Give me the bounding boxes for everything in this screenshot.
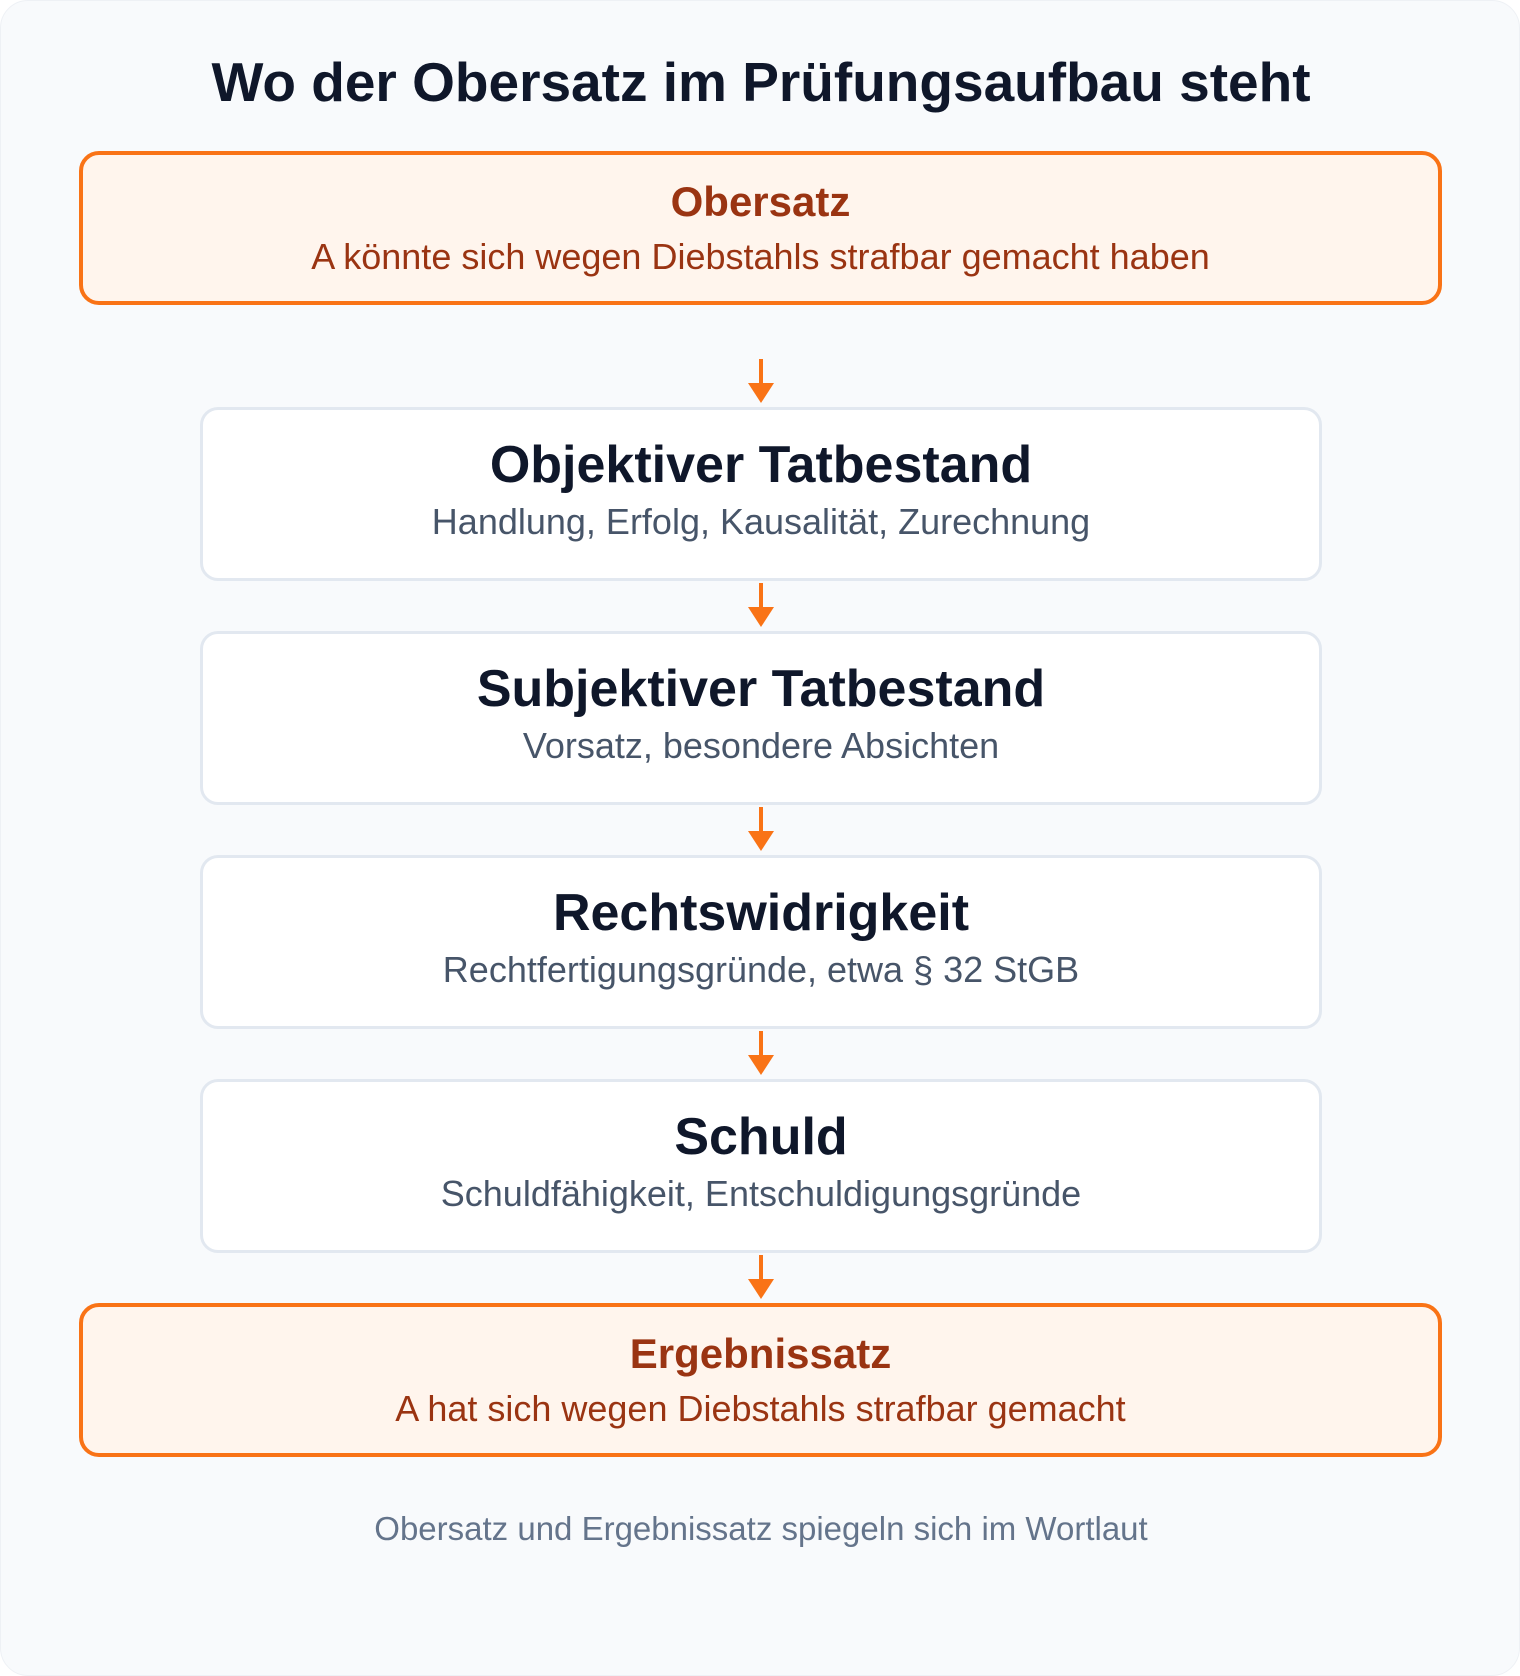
arrow-down-icon — [747, 807, 775, 853]
step-heading: Schuld — [674, 1108, 848, 1166]
obersatz-text: A könnte sich wegen Diebstahls strafbar gemacht haben — [311, 236, 1210, 277]
step-heading: Rechtswidrigkeit — [552, 884, 970, 942]
step-heading: Subjektiver Tatbestand — [476, 660, 1046, 718]
arrow-down-icon — [747, 583, 775, 629]
ergebnissatz-heading: Ergebnissatz — [629, 1330, 892, 1377]
obersatz-heading: Obersatz — [670, 178, 851, 225]
obersatz-box — [79, 151, 1442, 305]
arrow-down-icon — [747, 1031, 775, 1077]
step-rechtswidrigkeit — [200, 855, 1322, 1029]
step-heading: Objektiver Tatbestand — [489, 436, 1033, 494]
step-text: Rechtfertigungsgründe, etwa § 32 StGB — [442, 949, 1080, 990]
step-text: Handlung, Erfolg, Kausalität, Zurechnung — [431, 501, 1091, 542]
step-text: Vorsatz, besondere Absichten — [522, 725, 1000, 766]
footnote: Obersatz und Ergebnissatz spiegeln sich im Wortlaut — [374, 1510, 1148, 1547]
step-schuld — [200, 1079, 1322, 1253]
step-objektiver-tatbestand — [200, 407, 1322, 581]
arrow-down-icon — [747, 359, 775, 405]
ergebnissatz-box — [79, 1303, 1442, 1457]
arrow-down-icon — [747, 1255, 775, 1301]
step-text: Schuldfähigkeit, Entschuldigungsgründe — [440, 1173, 1082, 1214]
step-subjektiver-tatbestand — [200, 631, 1322, 805]
ergebnissatz-text: A hat sich wegen Diebstahls strafbar gemacht — [395, 1388, 1126, 1429]
diagram-title: Wo der Obersatz im Prüfungsaufbau steht — [211, 51, 1311, 113]
